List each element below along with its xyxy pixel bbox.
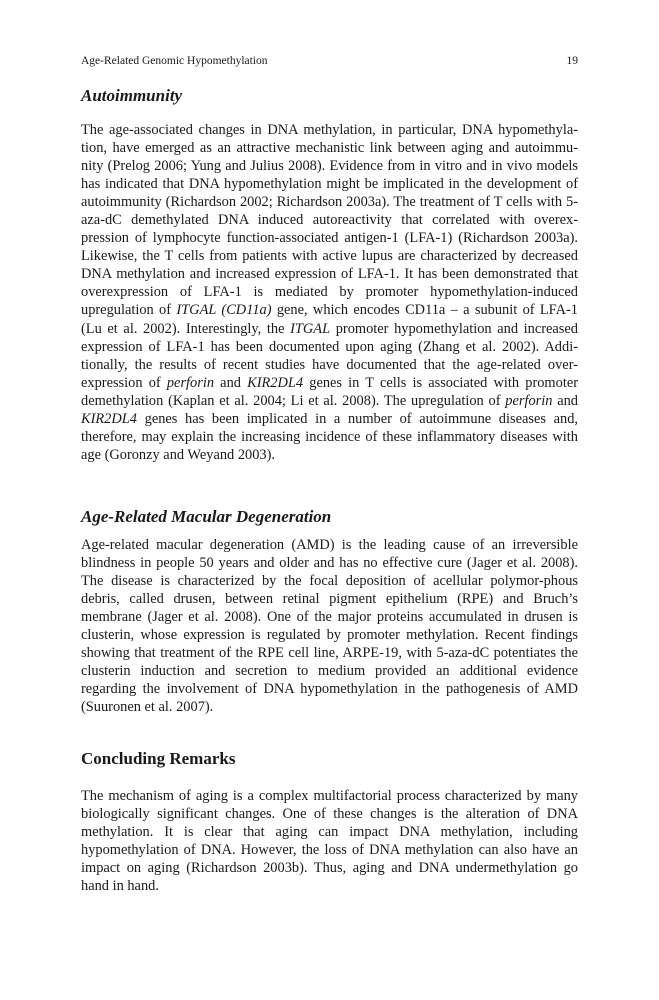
page-number: 19 [566,55,578,67]
section-heading-amd: Age-Related Macular Degeneration [81,507,332,526]
section-heading-autoimmunity: Autoimmunity [81,86,183,105]
section-heading-concluding-remarks: Concluding Remarks [81,749,236,768]
paragraph-autoimmunity: The age-associated changes in DNA methylation, in particular, DNA hypomethyla-tion, have emerged as an attractive mechanistic link between aging and autoimmu-nity (Prelog 2006; Yung and Julius 2008). Evidence from in vitro and in vivo models has indicated that DNA hypomethylation might be implicated in the development of autoimmunity (Richardson 2002; Richardson 2003a). The treatment of T cells with 5-aza-dC demethylated DNA induced autoreactivity that correlated with overex-pression of lymphocyte function-associated antigen-1 (LFA-1) (Richardson 2003a). Likewise, the T cells from patients with active lupus are characterized by decreased DNA methylation and increased expression of LFA-1. It has been demonstrated that overexpression of LFA-1 is mediated by promoter hypomethylation-induced upregulation of ITGAL (CD11a) gene, which encodes CD11a – a subunit of LFA-1 (Lu et al. 2002). Interestingly, the ITGAL promoter hypomethylation and increased expression of LFA-1 has been documented upon aging (Zhang et al. 2002). Addi-tionally, the results of recent studies have documented that the age-related over-expression of perforin and KIR2DL4 genes in T cells is associated with promoter demethylation (Kaplan et al. 2004; Li et al. 2008). The upregulation of perforin and KIR2DL4 genes has been implicated in a number of autoimmune diseases and, therefore, may explain the increasing incidence of these inflammatory diseases with age (Goronzy and Weyand 2003). [81,122,579,463]
italic-term: ITGAL [290,320,331,337]
italic-term: KIR2DL4 [247,374,304,391]
italic-term: KIR2DL4 [81,410,137,427]
italic-term: ITGAL (CD11a) [176,302,272,319]
paragraph-concluding-remarks: The mechanism of aging is a complex multifactorial process characterized by many biologically significant changes. One of these changes is the alteration of DNA methylation. It is clear that aging can impact DNA methylation, including hypomethylation of DNA. However, the loss of DNA methylation can also have an impact on aging (Richardson 2003b). Thus, aging and DNA undermethylation go hand in hand. [81,788,578,895]
running-head-title: Age-Related Genomic Hypomethylation [81,55,268,67]
italic-term: perforin [505,392,553,409]
italic-term: perforin [166,374,215,391]
paragraph-amd: Age-related macular degeneration (AMD) is the leading cause of an irreversible blindness in people 50 years and older and has no effective cure (Jager et al. 2008). The disease is characterized by the focal deposition of acellular polymor-phous debris, called drusen, between retinal pigment epithelium (RPE) and Bruch’s membrane (Jager et al. 2008). One of the major proteins accumulated in drusen is clusterin, whose expression is regulated by promoter methylation. Recent findings showing that treatment of the RPE cell line, ARPE-19, with 5-aza-dC potentiates the clusterin induction and secretion to medium provided an additional evidence regarding the involvement of DNA hypomethylation in the pathogenesis of AMD (Suuronen et al. 2007). [81,537,578,716]
